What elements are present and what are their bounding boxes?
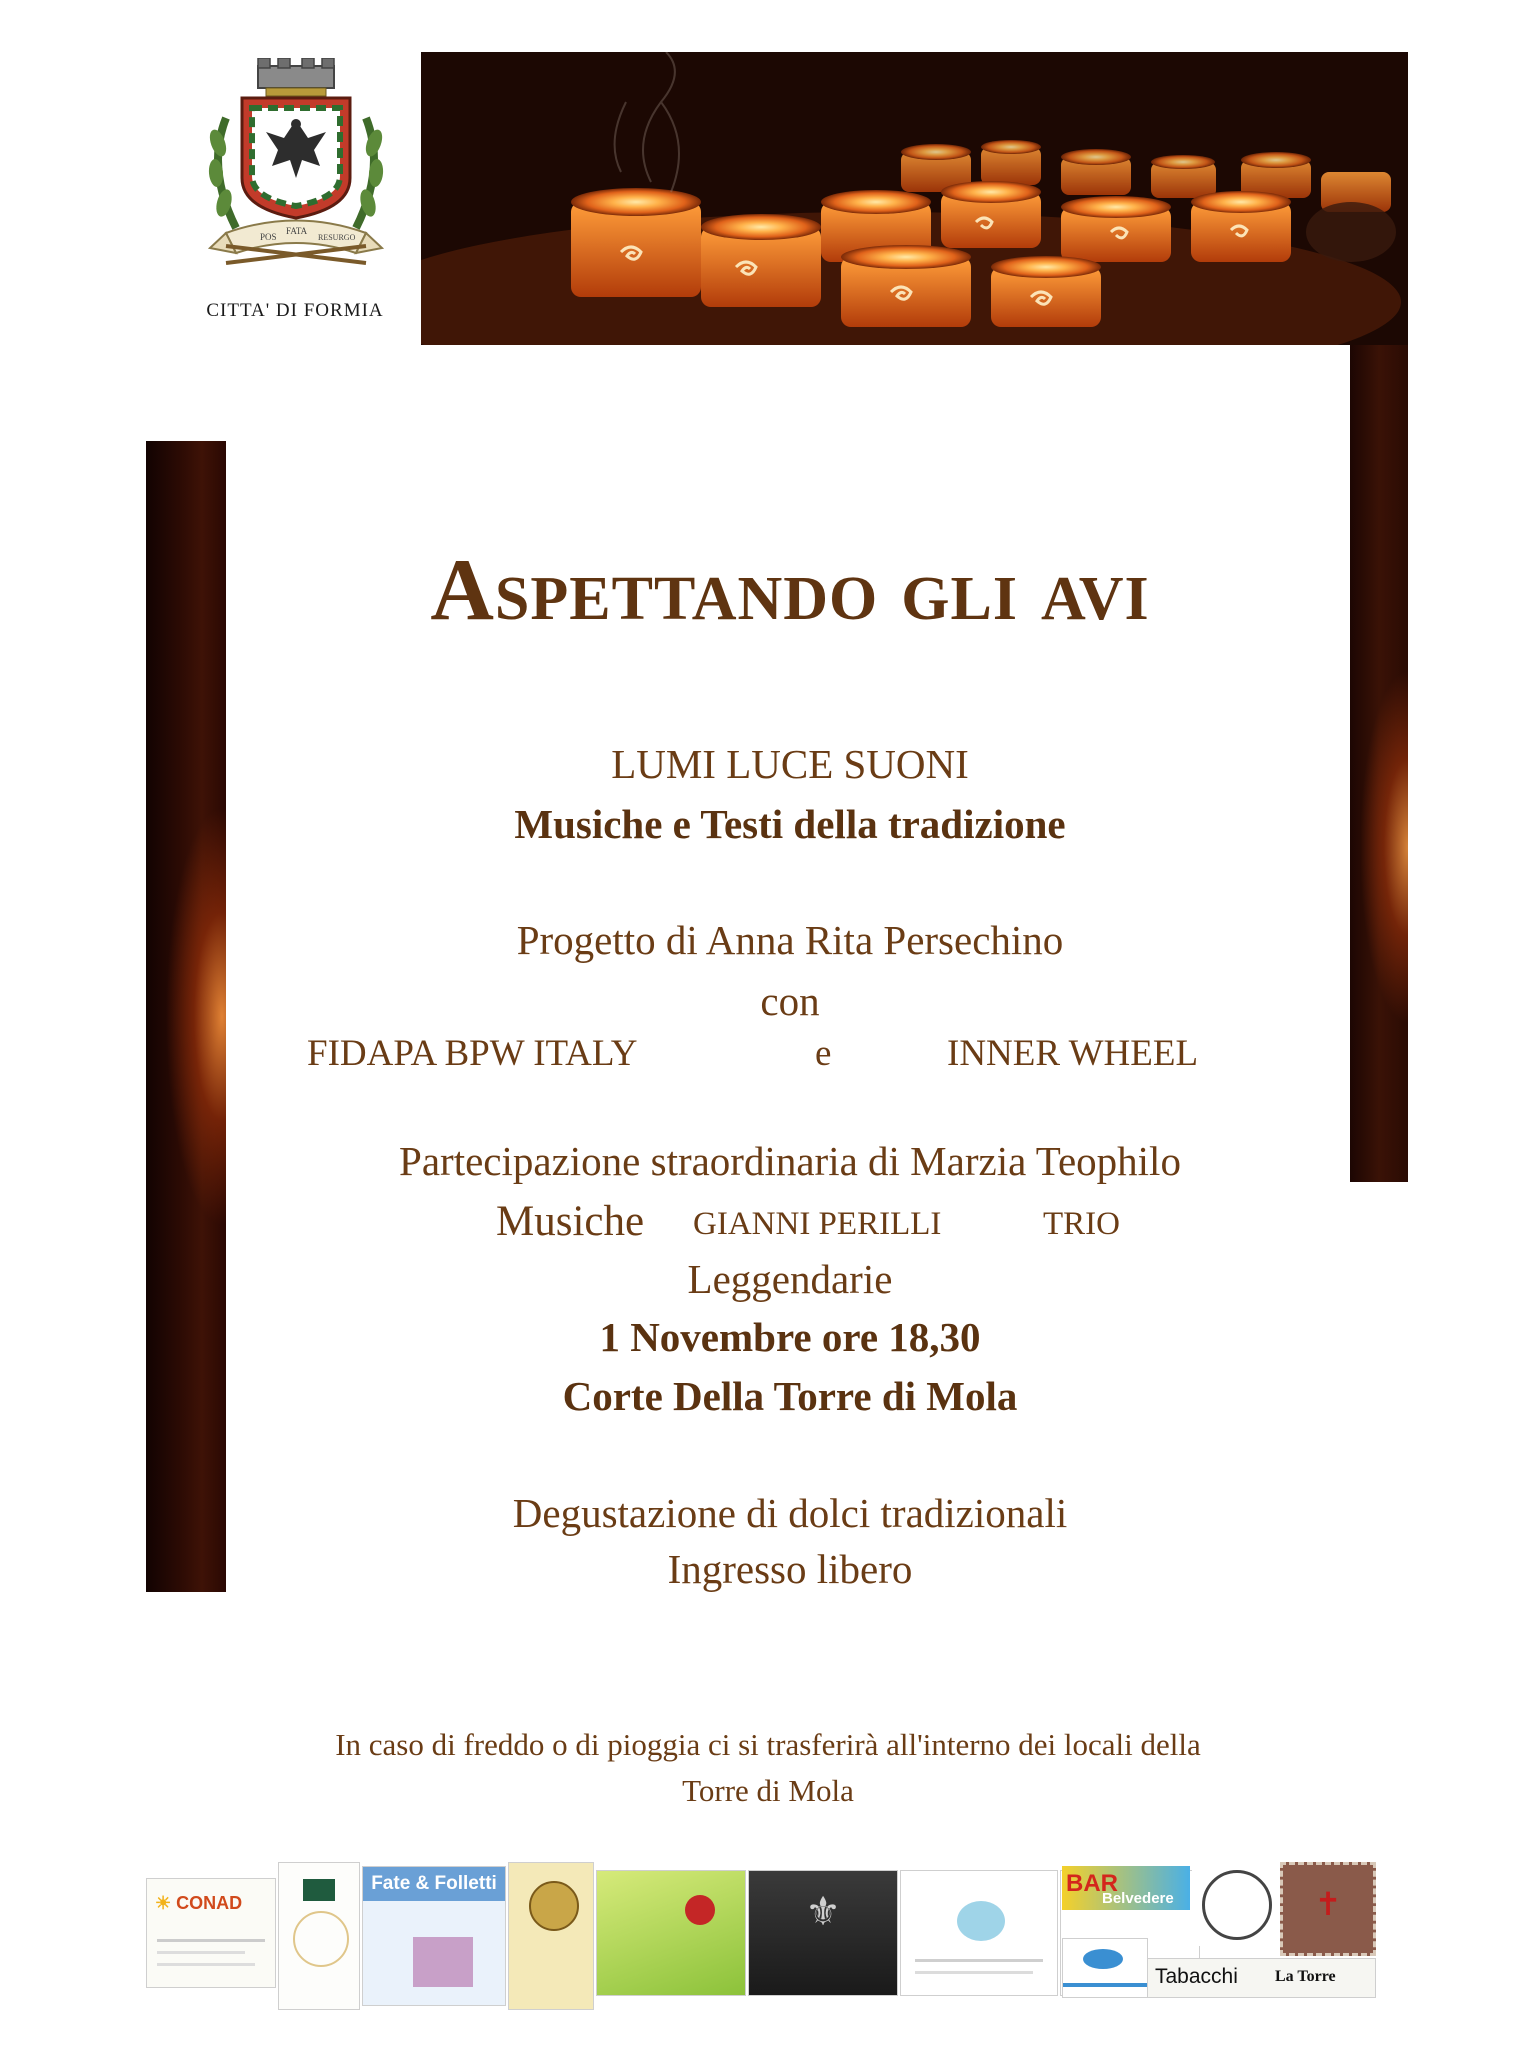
event-venue: Corte Della Torre di Mola xyxy=(562,1373,1018,1419)
free-entry-note: Ingresso libero xyxy=(667,1546,913,1592)
fleur-de-lis-icon: ⚜ xyxy=(805,1890,841,1934)
sponsor-card-4 xyxy=(508,1862,594,2010)
subtitle-musiche-testi: Musiche e Testi della tradizione xyxy=(514,801,1066,847)
event-date-time: 1 Novembre ore 18,30 xyxy=(599,1314,981,1360)
sponsor-stamp-card xyxy=(1280,1862,1376,1956)
sponsor-bar-name: BAR xyxy=(1066,1870,1118,1897)
sponsor-card-2 xyxy=(278,1862,360,2010)
candle-lanterns-photo xyxy=(421,52,1408,345)
music-group: GIANNI PERILLI xyxy=(693,1206,942,1242)
right-candle-strip-image xyxy=(1350,345,1408,1182)
sponsor-round-logo-card xyxy=(1192,1866,1278,1946)
event-title: Aspettando gli avi xyxy=(430,542,1150,639)
music-label: Musiche xyxy=(496,1198,645,1245)
left-candle-strip-image xyxy=(146,441,226,1592)
partner-fidapa: FIDAPA BPW ITALY xyxy=(307,1033,638,1074)
svg-text:POS: POS xyxy=(260,232,277,242)
music-trio: TRIO xyxy=(1043,1206,1120,1242)
con-label: con xyxy=(760,978,820,1024)
special-guest: Partecipazione straordinaria di Marzia Teophilo xyxy=(399,1138,1181,1184)
partner-inner-wheel: INNER WHEEL xyxy=(947,1033,1199,1074)
sponsor-logos-strip xyxy=(146,1862,1376,2010)
sponsor-bar-belvedere-card xyxy=(1062,1866,1190,1936)
sponsor-tabacchi-card xyxy=(1146,1958,1376,1998)
weather-note-line-1: In caso di freddo o di pioggia ci si trasferirà all'interno dei locali della xyxy=(335,1727,1201,1762)
tasting-note: Degustazione di dolci tradizionali xyxy=(512,1490,1068,1536)
leggendarie-label: Leggendarie xyxy=(687,1256,893,1302)
svg-text:FATA: FATA xyxy=(286,226,308,236)
project-credit: Progetto di Anna Rita Persechino xyxy=(516,917,1064,963)
sun-icon: ☀ xyxy=(155,1893,172,1913)
cross-icon: ✝ xyxy=(1314,1886,1342,1922)
sponsor-fate-name: Fate & Folletti xyxy=(371,1873,497,1894)
subtitle-lumi: LUMI LUCE SUONI xyxy=(611,741,969,787)
sponsor-green-card xyxy=(596,1870,746,1996)
sponsor-belvedere-name: Belvedere xyxy=(1102,1890,1174,1907)
city-crest-logo xyxy=(196,58,396,278)
svg-text:RESURGO: RESURGO xyxy=(318,233,356,242)
sponsor-la-torre-name: La Torre xyxy=(1275,1968,1336,1985)
sponsor-card-13 xyxy=(1062,1938,1148,1998)
sponsor-conad-card xyxy=(146,1878,276,1988)
city-caption: CITTA' DI FORMIA xyxy=(206,300,384,321)
partner-conjunction: e xyxy=(815,1033,832,1074)
sponsor-black-card xyxy=(748,1870,898,1996)
sponsor-tabacchi-name: Tabacchi xyxy=(1155,1965,1238,1988)
sponsor-fate-folletti-card xyxy=(362,1866,506,2006)
sponsor-conad-name: CONAD xyxy=(176,1893,243,1913)
sponsor-card-7 xyxy=(900,1870,1058,1996)
weather-note-line-2: Torre di Mola xyxy=(682,1773,854,1808)
